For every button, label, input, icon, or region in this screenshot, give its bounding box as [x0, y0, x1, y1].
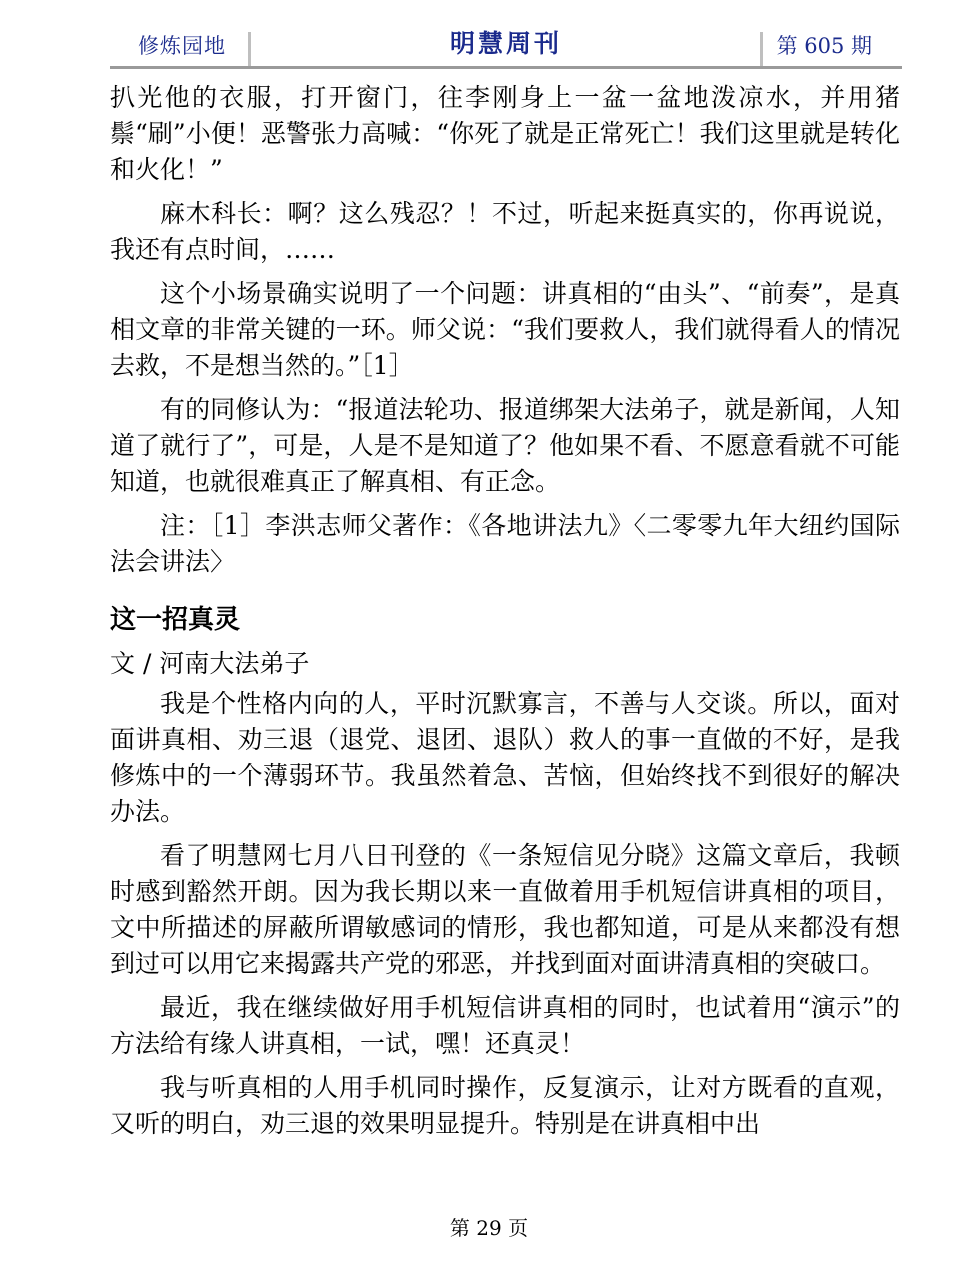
issue-number: 第 605 期: [776, 34, 872, 58]
publication-title: 明慧周刊: [449, 29, 562, 58]
article-title: 这一招真灵: [110, 605, 241, 635]
paragraph: 最近，我在继续做好用手机短信讲真相的同时，也试着用“演示”的方法给有缘人讲真相，一试，嘿！还真灵！: [110, 993, 900, 1058]
paragraph: 扒光他的衣服，打开窗门，往李刚身上一盆一盆地泼凉水，并用猪鬃“刷”小便！恶警张力高喊：“你死了就是正常死亡！我们这里就是转化和火化！”: [110, 83, 900, 184]
paragraph: 这个小场景确实说明了一个问题：讲真相的“由头”、“前奏”，是真相文章的非常关键的一环。师父说：“我们要救人，我们就得看人的情况去救，不是想当然的。”［1］: [110, 279, 900, 380]
paragraph: 麻木科长：啊？这么残忍？！不过，听起来挺真实的，你再说说，我还有点时间，……: [110, 199, 900, 264]
page-header: [110, 28, 902, 66]
footnote: 注：［1］李洪志师父著作：《各地讲法九》〈二零零九年大纽约国际法会讲法〉: [110, 511, 900, 576]
section-name: 修炼园地: [138, 34, 226, 58]
paragraph: 有的同修认为：“报道法轮功、报道绑架大法弟子，就是新闻，人知道了就行了”，可是，人是不是知道了？他如果不看、不愿意看就不可能知道，也就很难真正了解真相、有正念。: [110, 395, 900, 496]
page-content: [110, 80, 900, 1150]
article-byline: 文 / 河南大法弟子: [110, 649, 310, 678]
paragraph: 看了明慧网七月八日刊登的《一条短信见分晓》这篇文章后，我顿时感到豁然开朗。因为我长期以来一直做着用手机短信讲真相的项目，文中所描述的屏蔽所谓敏感词的情形，我也都知道，可是从来都没有想到过可以用它来揭露共产党的邪恶，并找到面对面讲清真相的突破口。: [110, 841, 900, 978]
paragraph: 我与听真相的人用手机同时操作，反复演示，让对方既看的直观，又听的明白，劝三退的效果明显提升。特别是在讲真相中出: [110, 1073, 900, 1138]
header-rule: [110, 66, 902, 69]
page-number: 第 29 页: [449, 1216, 529, 1240]
paragraph: 我是个性格内向的人，平时沉默寡言，不善与人交谈。所以，面对面讲真相、劝三退（退党、退团、退队）救人的事一直做的不好，是我修炼中的一个薄弱环节。我虽然着急、苦恼，但始终找不到很好的解决办法。: [110, 689, 900, 826]
header-divider: [760, 32, 763, 66]
